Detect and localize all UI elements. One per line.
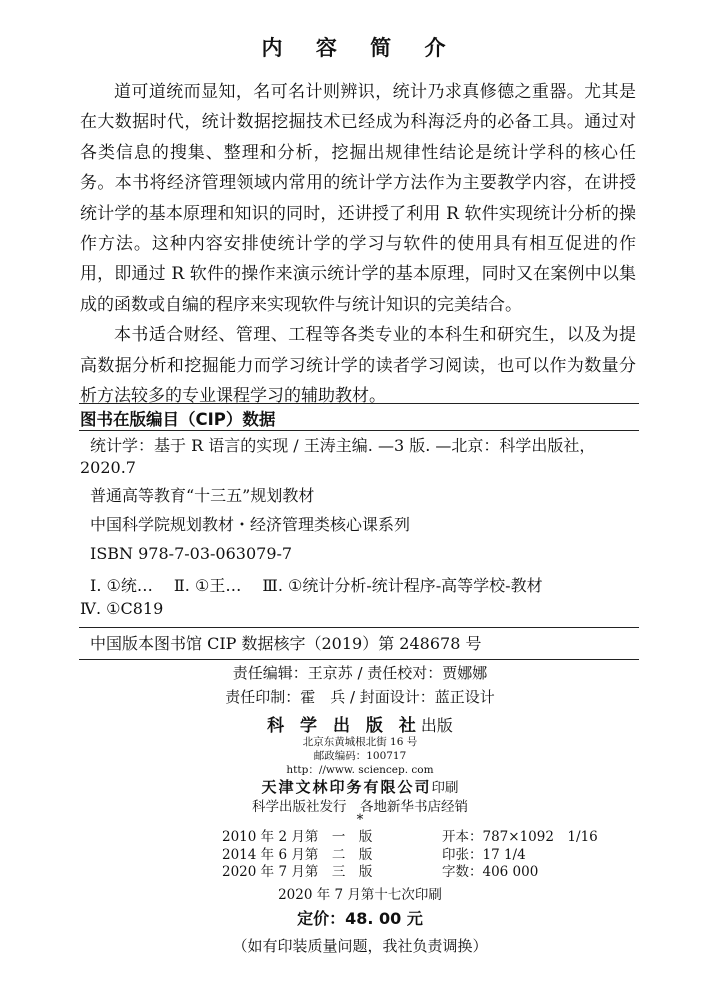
printer-suffix: 印刷 (431, 780, 459, 796)
cip-title-rule (79, 430, 639, 431)
edition-date: 2020 年 7 月第 三 版 (222, 864, 373, 880)
printing-line: 2020 年 7 月第十七次印刷 (278, 887, 442, 903)
edition-date: 2014 年 6 月第 二 版 (222, 846, 373, 863)
intro-paragraph-1: 道可道统而显知，名可名计则辨识，统计乃求真修德之重器。尤其是在大数据时代，统计数据挖掘技术已经成为科海泛舟的必备工具。通过对各类信息的搜集、整理和分析，挖掘出规律性结论是统计学科的核心任务。本书将经济管理领域内常用的统计学方法作为主要教学内容，在讲授统计学的基本原理和知识的同时，还讲授了利用 R 软件实现统计分析的操作方法。这种内容安排使统计学的学习与软件的使用具有相互促进的作用，即通过 R 软件的操作来演示统计学的基本原理，同时又在案例中以集成的函数或自编的程序来实现软件与统计知识的完美结合。 (80, 82, 636, 315)
publisher-line (0, 711, 720, 736)
cip-classification-2: Ⅳ. ①C819 (80, 599, 164, 618)
cip-top-rule (79, 403, 639, 404)
edition-row (222, 847, 598, 865)
printer-name: 天津文林印务有限公司 (261, 778, 432, 796)
cip-catalog-year: 2020.7 (80, 458, 136, 477)
cip-record-rule (79, 627, 639, 628)
editor-credits: 责任编辑：王京苏 / 责任校对：贾娜娜 (232, 664, 488, 682)
publisher-postcode: 邮政编码：100717 (313, 750, 407, 762)
cip-classification-1: Ⅰ. ①统… Ⅱ. ①王… Ⅲ. ①统计分析-统计程序-高等学校-教材 (90, 576, 543, 595)
edition-row (222, 864, 598, 882)
edition-date: 2010 年 2 月第 一 版 (222, 829, 373, 845)
cip-series-1: 普通高等教育“十三五”规划教材 (90, 486, 315, 505)
printer-line (0, 776, 720, 797)
publisher-address: 北京东黄城根北街 16 号 (302, 736, 418, 748)
publisher-url: http：//www. sciencep. com (286, 764, 434, 776)
distribution-line: 科学出版社发行 各地新华书店经销 (252, 799, 468, 815)
quality-notice: （如有印装质量问题，我社负责调换） (232, 937, 488, 955)
edition-row (222, 829, 598, 847)
price: 定价：48. 00 元 (297, 909, 423, 928)
cip-catalog-line: 统计学：基于 R 语言的实现 / 王涛主编. —3 版. —北京：科学出版社， (90, 436, 596, 455)
cip-bottom-rule (79, 659, 639, 660)
cip-isbn: ISBN 978-7-03-063079-7 (90, 544, 293, 563)
cip-title: 图书在版编目（CIP）数据 (80, 410, 276, 429)
edition-spec: 字数：406 000 (442, 864, 539, 880)
edition-spec: 印张：17 1/4 (442, 846, 526, 863)
publisher-suffix: 出版 (420, 716, 453, 735)
edition-spec: 开本：787×1092 1/16 (442, 829, 598, 845)
intro-paragraph-2: 本书适合财经、管理、工程等各类专业的本科生和研究生，以及为提高数据分析和挖掘能力而学习统计学的读者学习阅读，也可以作为数量分析方法较多的专业课程学习的辅助教材。 (80, 325, 636, 407)
page-title: 内 容 简 介 (261, 36, 459, 60)
edition-table (222, 829, 598, 882)
cip-series-2: 中国科学院规划教材・经济管理类核心课系列 (90, 515, 411, 534)
design-credits: 责任印制：霍 兵 / 封面设计：蓝正设计 (225, 688, 495, 706)
publisher-name: 科 学 出 版 社 (267, 716, 421, 736)
cip-record: 中国版本图书馆 CIP 数据核字（2019）第 248678 号 (90, 634, 482, 653)
intro-section (80, 77, 636, 411)
separator-star: * (356, 812, 364, 828)
